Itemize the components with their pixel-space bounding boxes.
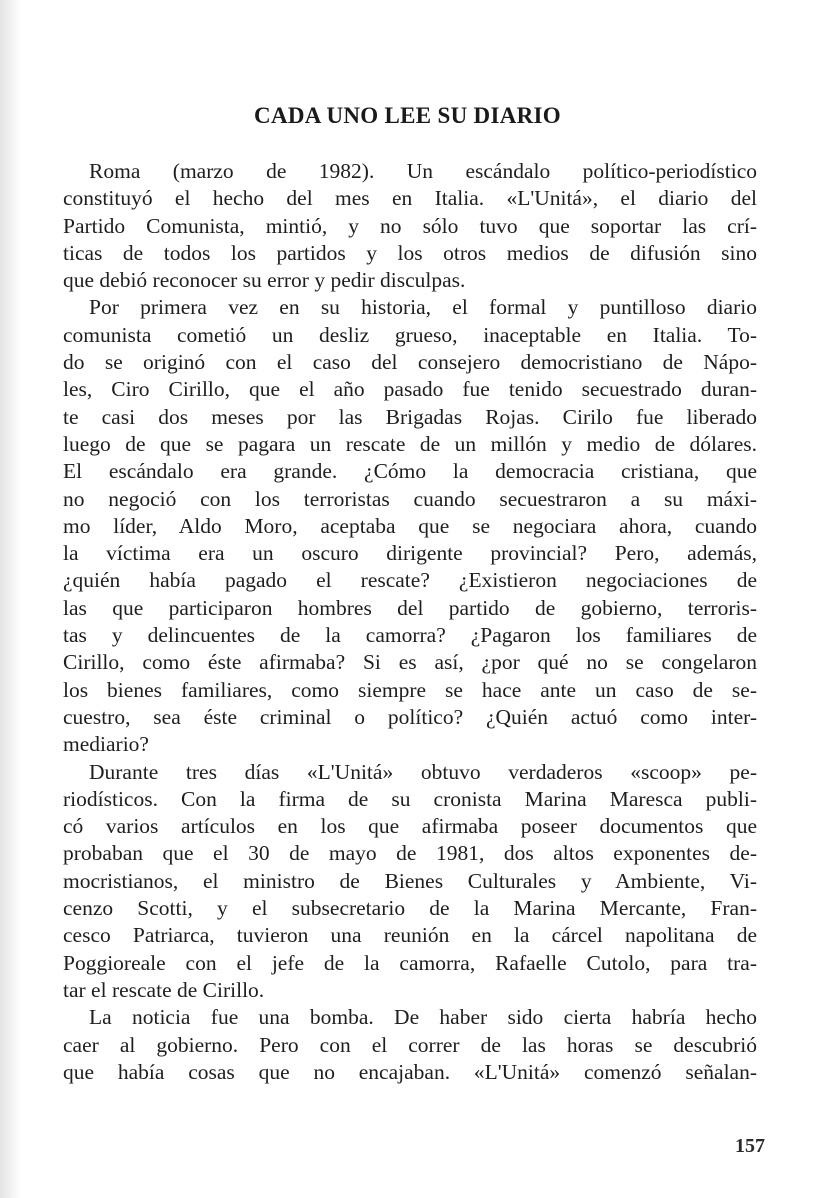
text-line: mo líder, Aldo Moro, aceptaba que se negociara ahora, cuando — [63, 513, 757, 538]
text-line: mediario? — [63, 732, 149, 757]
text-line: comunista cometió un desliz grueso, inaceptable en Italia. To- — [63, 322, 757, 347]
text-line: probaban que el 30 de mayo de 1981, dos altos exponentes de- — [63, 841, 757, 866]
text-line: cesco Patriarca, tuvieron una reunión en la cárcel napolitana de — [63, 923, 757, 948]
text-line: constituyó el hecho del mes en Italia. «L'Unitá», el diario del — [63, 186, 757, 211]
chapter-title: CADA UNO LEE SU DIARIO — [254, 103, 561, 128]
text-line: ticas de todos los partidos y los otros medios de difusión sino — [63, 240, 757, 265]
page-edge-shadow — [0, 0, 22, 1198]
text-line: tar el rescate de Cirillo. — [63, 977, 265, 1002]
text-line: Roma (marzo de 1982). Un escándalo político-periodístico — [89, 159, 757, 183]
text-line: Partido Comunista, mintió, y no sólo tuvo que soportar las crí- — [63, 213, 757, 238]
page-number: 157 — [735, 1135, 765, 1157]
text-line: Durante tres días «L'Unitá» obtuvo verdaderos «scoop» pe- — [89, 759, 757, 784]
text-line: Por primera vez en su historia, el formal y puntilloso diario — [89, 295, 757, 320]
text-line: la víctima era un oscuro dirigente provincial? Pero, además, — [63, 541, 757, 566]
text-line: caer al gobierno. Pero con el correr de las horas se descubrió — [63, 1032, 757, 1057]
text-line: los bienes familiares, como siempre se hace ante un caso de se- — [63, 677, 757, 702]
text-line: mocristianos, el ministro de Bienes Culturales y Ambiente, Vi- — [63, 868, 757, 893]
text-line: có varios artículos en los que afirmaba poseer documentos que — [63, 814, 757, 839]
text-line: do se originó con el caso del consejero democristiano de Nápo- — [63, 350, 757, 375]
text-line: que debió reconocer su error y pedir disculpas. — [63, 268, 466, 293]
text-line: Cirillo, como éste afirmaba? Si es así, ¿por qué no se congelaron — [63, 650, 757, 675]
text-line: ¿quién había pagado el rescate? ¿Existieron negociaciones de — [63, 568, 757, 593]
body-text — [63, 158, 757, 1086]
text-line: La noticia fue una bomba. De haber sido cierta habría hecho — [89, 1005, 757, 1030]
text-line: cenzo Scotti, y el subsecretario de la Marina Mercante, Fran- — [63, 896, 757, 921]
text-line: tas y delincuentes de la camorra? ¿Pagaron los familiares de — [63, 623, 757, 648]
text-line: Poggioreale con el jefe de la camorra, Rafaelle Cutolo, para tra- — [63, 950, 757, 975]
text-line: no negoció con los terroristas cuando secuestraron a su máxi- — [63, 486, 757, 511]
text-line: les, Ciro Cirillo, que el año pasado fue tenido secuestrado duran- — [63, 377, 757, 402]
text-line: que había cosas que no encajaban. «L'Unitá» comenzó señalan- — [63, 1059, 757, 1084]
text-line: cuestro, sea éste criminal o político? ¿Quién actuó como inter- — [63, 704, 757, 729]
text-line: luego de que se pagara un rescate de un millón y medio de dólares. — [63, 431, 757, 456]
text-line: riodísticos. Con la firma de su cronista Marina Maresca publi- — [63, 786, 757, 811]
text-line: te casi dos meses por las Brigadas Rojas. Cirilo fue liberado — [63, 404, 757, 429]
text-line: El escándalo era grande. ¿Cómo la democracia cristiana, que — [63, 459, 757, 484]
text-line: las que participaron hombres del partido de gobierno, terroris- — [63, 595, 757, 620]
